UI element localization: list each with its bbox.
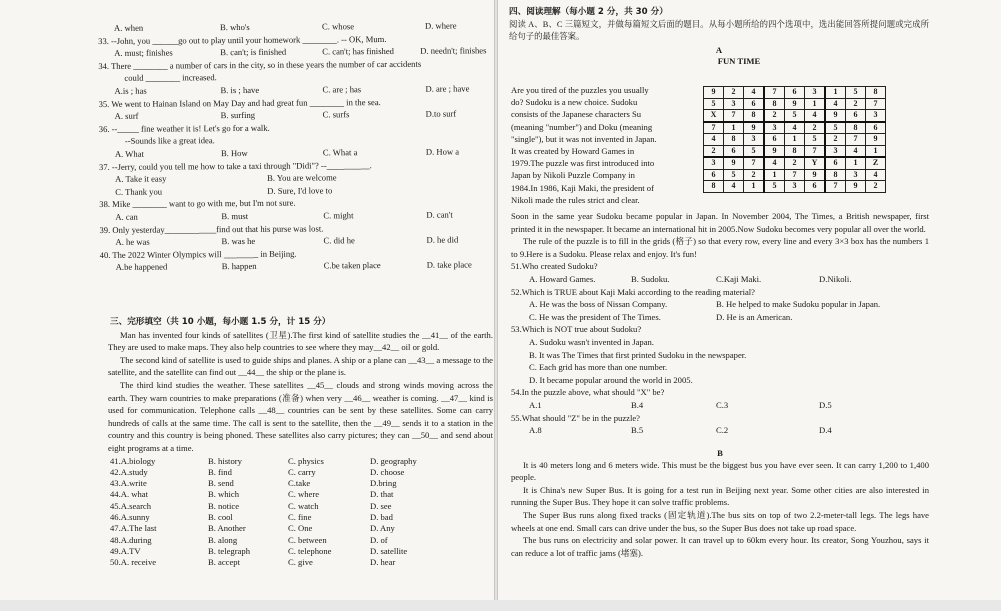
cloze-option[interactable]: 41.A.biology	[110, 455, 156, 466]
q33-option-a[interactable]: A. must; finishes	[114, 47, 173, 59]
sudoku-cell: 1	[785, 134, 805, 146]
cloze-options-list	[108, 456, 493, 569]
q37-option-c[interactable]: C. Thank you	[115, 186, 163, 197]
q35-option-c[interactable]: C. surfs	[322, 109, 350, 120]
sudoku-cell: 7	[704, 122, 724, 134]
sudoku-cell: 1	[724, 122, 744, 134]
q40-options	[100, 259, 495, 274]
q53-stem: 53.Which is NOT true about Sudoku?	[511, 324, 642, 335]
cloze-heading: 三、完形填空（共 10 小题，每小题 1.5 分，计 15 分）	[110, 317, 331, 327]
q52-options-row1	[511, 298, 929, 311]
q36-stem-cont: --Sounds like a great idea.	[124, 135, 215, 147]
sudoku-cell: 1	[744, 181, 765, 193]
cloze-option[interactable]: B. accept	[208, 557, 240, 568]
cloze-option[interactable]: B. history	[208, 455, 242, 466]
sudoku-cell: 7	[805, 145, 826, 157]
cloze-option-row	[108, 546, 493, 557]
sudoku-cell: 3	[744, 134, 765, 146]
cloze-option-row	[108, 489, 493, 500]
q40-option-d[interactable]: D. take place	[426, 259, 472, 270]
passage-a-line: 1984.In 1986, Kaji Maki, the president of	[511, 182, 654, 193]
q54-options	[511, 399, 929, 412]
cloze-option[interactable]: 50.A. receive	[110, 557, 157, 568]
sudoku-cell: 6	[825, 157, 846, 169]
cloze-option-row	[108, 478, 493, 489]
cloze-option[interactable]: C. carry	[288, 466, 316, 477]
sudoku-cell: 9	[744, 122, 765, 134]
q39-stem: 39. Only yesterday____________find out that his purse was lost.	[99, 222, 324, 235]
sudoku-cell: 5	[744, 145, 765, 157]
sudoku-cell: 4	[846, 145, 866, 157]
cloze-option[interactable]: 44.A. what	[110, 489, 148, 500]
sudoku-row	[704, 122, 886, 134]
q38-option-a[interactable]: A. can	[115, 211, 138, 222]
q52-options-row2	[511, 311, 929, 324]
cloze-option-row	[108, 512, 493, 523]
sudoku-cell: 4	[744, 87, 765, 99]
q51-stem: 51.Who created Sudoku?	[511, 261, 598, 272]
sudoku-row	[704, 145, 886, 157]
passage-a-letter: A	[715, 44, 723, 55]
sudoku-cell: 7	[724, 110, 744, 122]
sudoku-cell: 2	[744, 169, 765, 181]
passage-b-paragraph-1: It is 40 meters long and 6 meters wide. This must be the biggest bus you have ever seen. It can carry 1,200 to 1,400 people.	[511, 459, 929, 483]
cloze-option[interactable]: B. telegraph	[208, 545, 250, 556]
cloze-option[interactable]: 42.A.study	[110, 466, 148, 477]
passage-b-letter: B	[717, 447, 723, 458]
cloze-paragraph-1: Man has invented four kinds of satellites (卫星).The first kind of satellite studies the __41__ of the earth. They are used to make maps. They also help countries to see where they may__42__ oil or gold.	[108, 329, 493, 353]
passage-b-paragraph-3: The Super Bus runs along fixed tracks (固定轨道).The bus sits on top of two 2.2-meter-tall legs. The legs have wheels at one end. Small cars can drive under the bus, so the Super Bus does not take up road space.	[511, 510, 929, 533]
sudoku-cell: 4	[785, 122, 805, 134]
q35-option-a[interactable]: A. surf	[114, 110, 139, 122]
sudoku-cell: 1	[846, 157, 866, 169]
sudoku-cell: 5	[846, 87, 866, 99]
sudoku-cell: 7	[846, 134, 866, 146]
q51-option-c[interactable]: C.Kaji Maki.	[716, 273, 762, 284]
passage-a-line: do? Sudoku is a new choice. Sudoku	[511, 97, 638, 108]
q39-option-c[interactable]: C. did he	[323, 235, 355, 246]
q35-stem: 35. We went to Hainan Island on May Day and had great fun ________ in the sea.	[98, 96, 381, 109]
sudoku-cell: 2	[805, 122, 826, 134]
sudoku-cell: 2	[866, 181, 886, 193]
sudoku-cell: 4	[866, 169, 886, 181]
sudoku-cell: 4	[805, 110, 826, 122]
sudoku-cell: 9	[825, 110, 846, 122]
q37-option-d[interactable]: D. Sure, I'd love to	[267, 185, 333, 196]
cloze-option[interactable]: D. see	[370, 500, 392, 511]
sudoku-cell: 9	[764, 145, 785, 157]
passage-a-line: (meaning "number") and Doku (meaning	[511, 121, 653, 132]
sudoku-cell: 5	[724, 169, 744, 181]
cloze-option[interactable]: B. find	[208, 466, 232, 477]
cloze-option[interactable]: D. choose	[370, 466, 405, 477]
sudoku-cell: 3	[805, 87, 826, 99]
q51-option-d[interactable]: D.Nikoli.	[819, 273, 852, 284]
sudoku-row	[704, 134, 886, 146]
cloze-option-row	[108, 523, 493, 534]
passage-a-rules: The rule of the puzzle is to fill in the grids (格子) so that every row, every line and every 3×3 box has the numbers 1 to 9.Here is a Sudoku. Please relax and enjoy. It's fun!	[511, 236, 929, 259]
sudoku-grid	[703, 86, 886, 193]
passage-b-paragraph-4: The bus runs on electricity and solar power. It can travel up to 60km every hour. Its creator, Song Youzhou, says it can reduce a lot of traffic jams (堵塞).	[511, 535, 929, 558]
sudoku-cell: 5	[785, 110, 805, 122]
passage-a-line: 1979.The puzzle was first introduced into	[511, 158, 655, 169]
q52-option-a[interactable]: A. He was the boss of Nissan Company.	[529, 299, 668, 310]
q39-option-b[interactable]: B. was he	[221, 236, 256, 247]
q54-option-c[interactable]: C.3	[716, 399, 729, 410]
q36-option-a[interactable]: A. What	[114, 148, 144, 159]
q33-option-c[interactable]: C. can't; has finished	[322, 46, 394, 57]
q39-option-a[interactable]: A. he was	[115, 236, 150, 247]
sudoku-cell: 2	[846, 98, 866, 110]
cloze-option[interactable]: B. Another	[208, 523, 246, 534]
sudoku-cell: 1	[866, 145, 886, 157]
sudoku-cell: 7	[744, 157, 765, 169]
q36-option-b[interactable]: B. How	[220, 147, 248, 159]
cloze-option[interactable]: C. give	[288, 557, 313, 568]
cloze-option[interactable]: D. Any	[370, 523, 395, 534]
sudoku-cell: 8	[744, 110, 765, 122]
q34-stem-cont: could ________ increased.	[124, 72, 217, 84]
sudoku-cell: 8	[704, 181, 724, 193]
sudoku-cell: 3	[704, 157, 724, 169]
sudoku-cell: 7	[785, 169, 805, 181]
cloze-option[interactable]: D. hear	[370, 557, 396, 568]
sudoku-cell: 5	[805, 134, 826, 146]
q32-option-c[interactable]: C. whose	[322, 21, 355, 32]
cloze-option[interactable]: 43.A.write	[110, 478, 147, 489]
sudoku-cell: 2	[724, 87, 744, 99]
passage-a-line: "single"), but it was not invented in Japan.	[511, 133, 657, 144]
sudoku-cell: 3	[866, 110, 886, 122]
sudoku-cell: 6	[866, 122, 886, 134]
q55-option-b[interactable]: B.5	[631, 425, 644, 436]
q37-option-a[interactable]: A. Take it easy	[115, 173, 167, 185]
q32-option-d[interactable]: D. where	[424, 20, 457, 31]
q38-option-b[interactable]: B. must	[221, 210, 249, 222]
page-fold	[494, 0, 498, 611]
passage-a-line: consists of the Japanese characters Su	[511, 109, 642, 120]
passage-a-intro	[511, 84, 696, 206]
cloze-option[interactable]: C. physics	[288, 455, 324, 466]
sudoku-cell: 6	[805, 181, 826, 193]
q53-option-b[interactable]: B. It was The Times that first printed Sudoku in the newspaper.	[529, 349, 747, 360]
q33-option-d[interactable]: D. needn't; finishes	[420, 45, 487, 56]
sudoku-cell: X	[704, 110, 724, 122]
sudoku-cell: 6	[704, 169, 724, 181]
sudoku-cell: Z	[866, 157, 886, 169]
cloze-option[interactable]: D. bad	[370, 512, 393, 523]
q34-option-a[interactable]: A.is ; has	[114, 85, 147, 96]
sudoku-row	[704, 87, 886, 99]
q40-option-a[interactable]: A.be happened	[115, 261, 168, 273]
q37-option-b[interactable]: B. You are welcome	[267, 172, 337, 183]
q55-option-c[interactable]: C.2	[716, 425, 729, 436]
sudoku-cell: 1	[825, 87, 846, 99]
sudoku-cell: 5	[704, 98, 724, 110]
sudoku-cell: Y	[805, 157, 826, 169]
sudoku-cell: 2	[825, 134, 846, 146]
sudoku-cell: 3	[825, 145, 846, 157]
sudoku-cell: 3	[785, 181, 805, 193]
sudoku-cell: 8	[764, 98, 785, 110]
q34-option-c[interactable]: C. are ; has	[322, 84, 362, 95]
q51-option-b[interactable]: B. Sudoku.	[631, 273, 670, 284]
q52-option-c[interactable]: C. He was the president of The Times.	[529, 311, 661, 322]
passage-a-line: Nikoli made the rules strict and clear.	[511, 194, 640, 205]
sudoku-cell: 6	[785, 87, 805, 99]
left-page	[0, 0, 495, 600]
cloze-option[interactable]: C. One	[288, 523, 313, 534]
sudoku-cell: 9	[724, 157, 744, 169]
bottom-strip	[0, 600, 1001, 611]
sudoku-cell: 1	[764, 169, 785, 181]
passage-a-line: Japan by Nikoli Puzzle Company in	[511, 170, 635, 181]
cloze-option[interactable]: D. that	[370, 489, 394, 500]
cloze-option[interactable]: B. along	[208, 534, 238, 545]
q40-option-b[interactable]: B. happen	[221, 261, 257, 272]
q53-option-d[interactable]: D. It became popular around the world in 2005.	[529, 374, 693, 385]
sudoku-cell: 5	[825, 122, 846, 134]
q54-option-b[interactable]: B.4	[631, 399, 644, 410]
q37-stem: 37. --Jerry, could you tell me how to take a taxi through "Didi"? --__________.	[98, 159, 372, 172]
q55-options	[511, 424, 929, 437]
sudoku-cell: 9	[866, 134, 886, 146]
sudoku-cell: 5	[764, 181, 785, 193]
sudoku-cell: 4	[704, 134, 724, 146]
sudoku-cell: 6	[846, 110, 866, 122]
cloze-paragraph-3: The third kind studies the weather. These satellites __45__ clouds and strong winds moving across the earth. They warn countries to make preparations (准备) when very __46__ weather is coming. __47__ kind is used for communication. Telephone calls __48__ countries can be sent by these satellites. Some can carry hundreds of calls at the same time. The call is sent to the satellite, then the __49__ sends it to a station in the country and this country is being phoned. These satellites also carry pictures; they can __50__ and send about eight programs at a time.	[108, 379, 493, 453]
q38-option-c[interactable]: C. might	[323, 210, 354, 221]
sudoku-cell: 4	[724, 181, 744, 193]
sudoku-cell: 9	[805, 169, 826, 181]
q32-option-b[interactable]: B. who's	[220, 21, 250, 33]
q35-option-b[interactable]: B. surfing	[220, 110, 256, 121]
q33-stem: 33. --John, you ______go out to play until your homework ________. -- OK, Mum.	[98, 33, 387, 46]
sudoku-cell: 8	[825, 169, 846, 181]
q36-stem: 36. --_____ fine weather it is! Let's go for a walk.	[98, 122, 270, 134]
reading-instructions: 阅读 A、B、C 三篇短文，并做每篇短文后面的题目。从每小题所给的四个选项中，选出能回答所提问题或完成所给句子的最佳答案。	[509, 19, 929, 41]
right-page	[497, 0, 1001, 600]
cloze-option[interactable]: 45.A.search	[110, 500, 152, 511]
q39-option-d[interactable]: D. he did	[426, 234, 459, 245]
q38-stem: 38. Mike ________ want to go with me, but I'm not sure.	[99, 197, 296, 210]
sudoku-cell: 1	[805, 98, 826, 110]
q40-option-c[interactable]: C.be taken place	[323, 260, 381, 271]
sudoku-cell: 4	[825, 98, 846, 110]
sudoku-cell: 9	[785, 98, 805, 110]
q52-stem: 52.Which is TRUE about Kaji Maki according to the reading material?	[511, 286, 755, 297]
q32-option-a[interactable]: A. when	[114, 22, 144, 33]
q40-stem: 40. The 2022 Winter Olympics will ________ in Beijing.	[99, 248, 297, 260]
q35-option-d[interactable]: D.to surf	[425, 108, 457, 119]
sudoku-cell: 4	[764, 157, 785, 169]
sudoku-cell: 6	[724, 145, 744, 157]
q51-options	[511, 273, 929, 286]
sudoku-row	[704, 181, 886, 193]
q54-stem: 54.In the puzzle above, what should "X" be?	[511, 387, 665, 398]
sudoku-cell: 2	[764, 110, 785, 122]
cloze-option-row	[108, 501, 493, 512]
sudoku-cell: 2	[704, 145, 724, 157]
sudoku-row	[704, 169, 886, 181]
passage-b-paragraph-2: It is China's new Super Bus. It is going for a test run in Beijing next year. Some other cities are also interested in running the Super Bus. They hope it can solve traffic problems.	[511, 484, 929, 508]
q33-option-b[interactable]: B. can't; is finished	[220, 46, 287, 58]
cloze-option[interactable]: C. telephone	[288, 545, 332, 556]
cloze-option[interactable]: D. of	[370, 534, 388, 545]
sudoku-cell: 8	[866, 87, 886, 99]
cloze-option[interactable]: B. which	[208, 489, 240, 500]
q34-option-d[interactable]: D. are ; have	[425, 83, 470, 94]
q52-option-d[interactable]: D. He is an American.	[716, 311, 793, 322]
cloze-option-row	[108, 535, 493, 546]
q34-stem: 34. There ________ a number of cars in the city, so in these years the number of car accidents	[98, 58, 422, 71]
sudoku-cell: 9	[846, 181, 866, 193]
q36-option-c[interactable]: C. What a	[322, 147, 358, 158]
sudoku-cell: 9	[704, 87, 724, 99]
q55-option-a[interactable]: A.8	[529, 425, 542, 436]
sudoku-cell: 2	[785, 157, 805, 169]
cloze-option[interactable]: D. satellite	[370, 545, 408, 556]
cloze-option[interactable]: B. cool	[208, 512, 233, 523]
passage-a-line: Are you tired of the puzzles you usually	[511, 85, 649, 95]
cloze-option-row	[108, 456, 493, 467]
sudoku-cell: 7	[825, 181, 846, 193]
q36-option-d[interactable]: D. How a	[425, 146, 460, 157]
cloze-option[interactable]: C.take	[288, 478, 311, 489]
sudoku-cell: 3	[846, 169, 866, 181]
passage-a-body: Soon in the same year Sudoku became popular in Japan. In November 2004, The Times, a British newspaper, first printed it in the newspaper. It became an international hit in 2005.Now Sudoku becomes very popular all over the world.	[511, 211, 929, 234]
sudoku-cell: 8	[846, 122, 866, 134]
sudoku-cell: 8	[724, 134, 744, 146]
sudoku-cell: 7	[866, 98, 886, 110]
passage-a-title: FUN TIME	[717, 55, 761, 66]
cloze-option[interactable]: B. send	[208, 478, 234, 489]
cloze-option[interactable]: 47.A.The last	[110, 523, 157, 534]
cloze-option[interactable]: C. fine	[288, 512, 312, 523]
q34-option-b[interactable]: B. is ; have	[220, 84, 260, 96]
sudoku-row	[704, 98, 886, 110]
cloze-option[interactable]: C. where	[288, 489, 320, 500]
q38-option-d[interactable]: D. can't	[426, 209, 453, 220]
q54-option-d[interactable]: D.5	[819, 399, 832, 410]
q54-option-a[interactable]: A.1	[529, 399, 542, 410]
cloze-option[interactable]: B. notice	[208, 500, 240, 511]
q53-option-c[interactable]: C. Each grid has more than one number.	[529, 362, 668, 373]
sudoku-cell: 7	[764, 87, 785, 99]
sudoku-cell: 6	[764, 134, 785, 146]
q55-option-d[interactable]: D.4	[819, 425, 832, 436]
q51-option-a[interactable]: A. Howard Games.	[529, 273, 596, 284]
cloze-option[interactable]: D. geography	[370, 455, 417, 466]
cloze-option[interactable]: 48.A.during	[110, 534, 152, 545]
cloze-paragraph-2: The second kind of satellite is used to guide ships and planes. A ship or a plane can __43__ a message to the satellite, and the satellite can find out __44__ the ship or the plane is.	[108, 354, 493, 378]
q52-option-b[interactable]: B. He helped to make Sudoku popular in Japan.	[716, 299, 881, 310]
sudoku-cell: 3	[724, 98, 744, 110]
sudoku-row	[704, 157, 886, 169]
q53-option-a[interactable]: A. Sudoku wasn't invented in Japan.	[529, 336, 654, 347]
cloze-option[interactable]: 49.A.TV	[110, 545, 141, 556]
sudoku-cell: 3	[764, 122, 785, 134]
cloze-option-row	[108, 557, 493, 568]
sudoku-row	[704, 110, 886, 122]
cloze-option[interactable]: C. between	[288, 534, 327, 545]
cloze-option[interactable]: D.bring	[370, 478, 397, 489]
sudoku-cell: 6	[744, 98, 765, 110]
reading-heading: 四、阅读理解（每小题 2 分，共 30 分）	[509, 7, 668, 17]
q55-stem: 55.What should "Z" be in the puzzle?	[511, 412, 640, 423]
cloze-option[interactable]: C. watch	[288, 500, 319, 511]
sudoku-cell: 8	[785, 145, 805, 157]
cloze-option[interactable]: 46.A.sunny	[110, 512, 150, 523]
cloze-option-row	[108, 467, 493, 478]
passage-a-line: It was created by Howard Games in	[511, 146, 635, 157]
